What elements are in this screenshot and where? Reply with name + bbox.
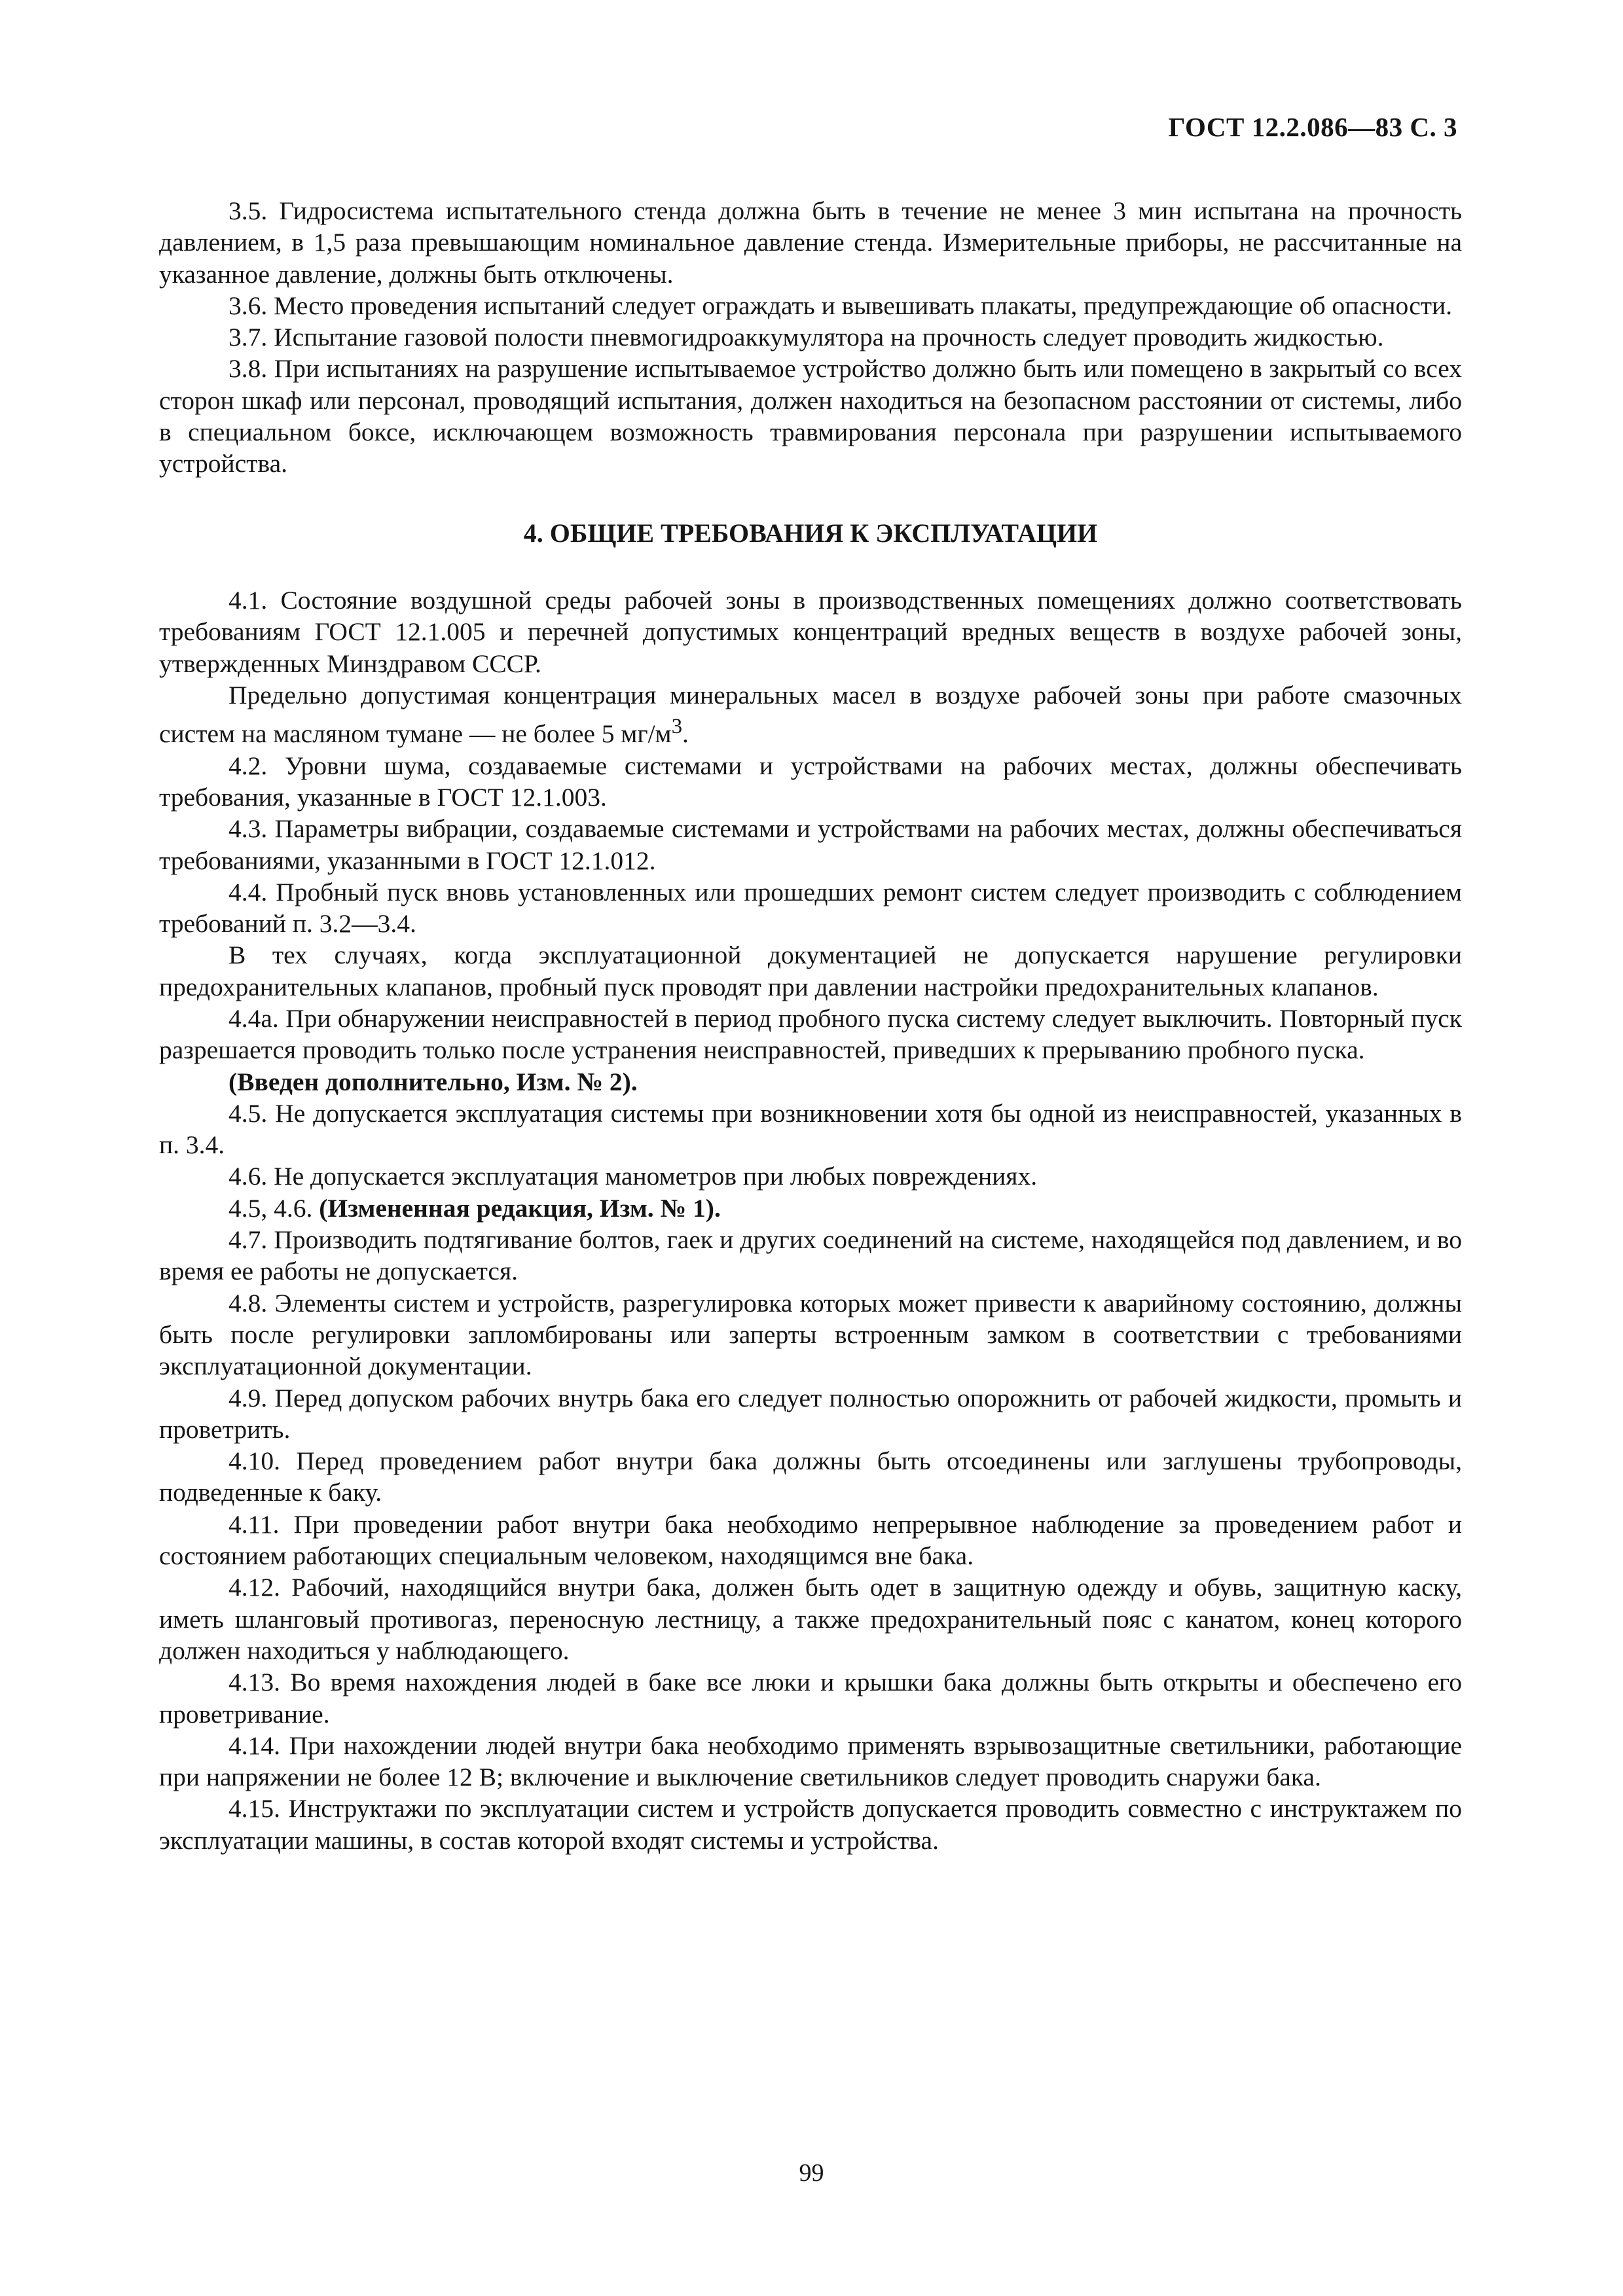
paragraph-4-14: 4.14. При нахождении людей внутри бака необходимо применять взрывозащитные светильники, работающие при напряжении не более 12 В; включение и выключение светильников следует проводить снаружи бака.: [159, 1731, 1462, 1792]
paragraph-4-13: 4.13. Во время нахождения людей в баке все люки и крышки бака должны быть открыты и обеспечено его проветривание.: [159, 1668, 1462, 1729]
paragraph-4-4a: 4.4а. При обнаружении неисправностей в период пробного пуска систему следует выключить. Повторный пуск разрешается проводить только после устранения неисправностей, приведших к прерыванию пробного пуска.: [159, 1003, 1462, 1065]
section-title: 4. ОБЩИЕ ТРЕБОВАНИЯ К ЭКСПЛУАТАЦИИ: [523, 518, 1098, 548]
document-body: [159, 195, 1462, 1856]
paragraph-4-1-concentration: [159, 679, 1462, 750]
amendment-note-2: (Введен дополнительно, Изм. № 2).: [228, 1067, 638, 1096]
paragraph-4-1: 4.1. Состояние воздушной среды рабочей зоны в производственных помещениях должно соответствовать требованиям ГОСТ 12.1.005 и перечней допустимых концентраций вредных веществ в воздухе рабочей зоны, утвержденных Минздравом СССР.: [159, 585, 1462, 678]
paragraph-4-8: 4.8. Элементы систем и устройств, разрегулировка которых может привести к аварийному состоянию, должны быть после регулировки запломбированы или заперты встроенным замком в соответствии с требованиями эксплуатационной документации.: [159, 1288, 1462, 1381]
concentration-text: Предельно допустимая концентрация минеральных масел в воздухе рабочей зоны при работе смазочных систем на масляном тумане — не более 5 мг/м: [159, 680, 1462, 749]
paragraph-4-3: 4.3. Параметры вибрации, создаваемые системами и устройствами на рабочих местах, должны обеспечиваться требованиями, указанными в ГОСТ 12.1.012.: [159, 814, 1462, 875]
page-number: 99: [799, 2159, 824, 2187]
paragraph-4-5: 4.5. Не допускается эксплуатация системы при возникновении хотя бы одной из неисправностей, указанных в п. 3.4.: [159, 1098, 1462, 1160]
paragraph-4-4-valves: В тех случаях, когда эксплуатационной документацией не допускается нарушение регулировки предохранительных клапанов, пробный пуск проводят при давлении настройки предохранительных клапанов.: [159, 941, 1462, 1001]
amendment-note-1: [159, 1193, 1462, 1224]
paragraph-4-4: 4.4. Пробный пуск вновь установленных или прошедших ремонт систем следует производить с соблюдением требований п. 3.2—3.4.: [159, 877, 1462, 939]
amendment-note-1-text: (Измененная редакция, Изм. № 1).: [319, 1193, 721, 1223]
concentration-end: .: [682, 719, 689, 749]
paragraph-4-9: 4.9. Перед допуском рабочих внутрь бака его следует полностью опорожнить от рабочей жидкости, промыть и проветрить.: [159, 1383, 1462, 1444]
paragraph-4-11: 4.11. При проведении работ внутри бака необходимо непрерывное наблюдение за проведением работ и состоянием работающих специальным человеком, находящимся вне бака.: [159, 1509, 1462, 1571]
paragraph-3-7: 3.7. Испытание газовой полости пневмогидроаккумулятора на прочность следует проводить жидкостью.: [228, 323, 1384, 352]
amendment-note-1-prefix: 4.5, 4.6.: [228, 1193, 313, 1223]
paragraph-3-6: 3.6. Место проведения испытаний следует ограждать и вывешивать плакаты, предупреждающие об опасности.: [228, 291, 1453, 320]
document-header: ГОСТ 12.2.086—83 С. 3: [1168, 112, 1457, 142]
paragraph-3-5: 3.5. Гидросистема испытательного стенда должна быть в течение не менее 3 мин испытана на прочность давлением, в 1,5 раза превышающим номинальное давление стенда. Измерительные приборы, не рассчитанные на указанное давление, должны быть отключены.: [159, 196, 1462, 289]
paragraph-4-6: 4.6. Не допускается эксплуатация манометров при любых повреждениях.: [228, 1162, 1038, 1191]
paragraph-4-2: 4.2. Уровни шума, создаваемые системами и устройствами на рабочих местах, должны обеспечивать требования, указанные в ГОСТ 12.1.003.: [159, 751, 1462, 812]
paragraph-4-7: 4.7. Производить подтягивание болтов, гаек и других соединений на системе, находящейся под давлением, и во время ее работы не допускается.: [159, 1225, 1462, 1286]
paragraph-4-12: 4.12. Рабочий, находящийся внутри бака, должен быть одет в защитную одежду и обувь, защитную каску, иметь шланговый противогаз, переносную лестницу, а также предохранительный пояс с канатом, конец которого должен находиться у наблюдающего.: [159, 1573, 1462, 1665]
paragraph-4-15: 4.15. Инструктажи по эксплуатации систем и устройств допускается проводить совместно с инструктажем по эксплуатации машины, в состав которой входят системы и устройства.: [159, 1794, 1462, 1855]
unit-superscript: 3: [671, 715, 683, 739]
paragraph-3-8: 3.8. При испытаниях на разрушение испытываемое устройство должно быть или помещено в закрытый со всех сторон шкаф или персонал, проводящий испытания, должен находиться на безопасном расстоянии от системы, либо в специальном боксе, исключающем возможность травмирования персонала при разрушении испытываемого устройства.: [159, 354, 1462, 478]
paragraph-4-10: 4.10. Перед проведением работ внутри бака должны быть отсоединены или заглушены трубопроводы, подведенные к баку.: [159, 1446, 1462, 1507]
